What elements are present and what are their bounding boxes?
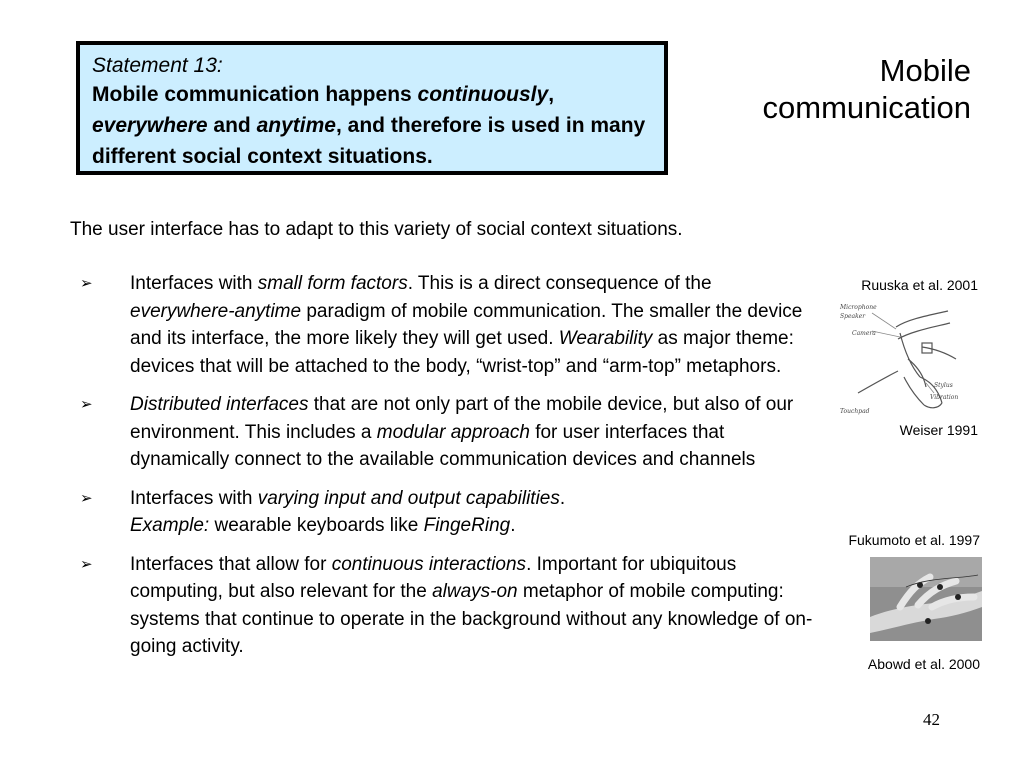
citation-fukumoto: Fukumoto et al. 1997 (848, 532, 980, 548)
sketch-label: Camera (852, 330, 876, 337)
sketch-label: Speaker (840, 313, 866, 320)
arrow-bullet-icon: ➢ (80, 489, 93, 507)
sketch-label: Vibration (930, 394, 959, 401)
arrow-bullet-icon: ➢ (80, 275, 93, 292)
page-number: 42 (923, 710, 940, 729)
citation-weiser: Weiser 1991 (899, 422, 978, 438)
bullet-item-continuous-interactions: ➢ Interfaces that allow for continuous interactions. Important for ubiquitous computing, but also relevant for the always-on metaphor of mobile computing: systems that continue to operate in the background without any knowledge of on-going activity. (80, 551, 820, 661)
sketch-label: Stylus (934, 382, 953, 389)
bullet-list (80, 270, 820, 672)
intro-text: The user interface has to adapt to this variety of social context situations. (70, 219, 683, 240)
wearable-sketch-image (838, 297, 966, 417)
slide-title-line2: communication (762, 90, 971, 125)
citation-ruuska: Ruuska et al. 2001 (861, 277, 978, 293)
statement-text: Mobile communication happens continuously, everywhere and anytime, and therefore is used in many different social context situations. (92, 83, 646, 168)
sketch-label: Touchpad (840, 408, 870, 415)
bullet-item-small-form-factors: ➢ Interfaces with small form factors. This is a direct consequence of the everywhere-anytime paradigm of mobile communication. The smaller the device and its interface, the more likely they will get used. Wearability as major theme: devices that will be attached to the body, “wrist-top” and “arm-top” metaphors. (80, 270, 820, 380)
bullet-item-distributed-interfaces: ➢ Distributed interfaces that are not only part of the mobile device, but also of our environment. This includes a modular approach for user interfaces that dynamically connect to the available communication devices and channels (80, 391, 820, 474)
statement-label: Statement 13: (92, 54, 223, 77)
slide-title (763, 52, 971, 126)
arrow-bullet-icon: ➢ (80, 555, 93, 573)
sketch-label: Microphone (840, 304, 877, 311)
statement-box (76, 41, 668, 175)
citation-abowd: Abowd et al. 2000 (867, 656, 980, 672)
slide-title-line1: Mobile (879, 53, 971, 88)
arrow-bullet-icon: ➢ (80, 396, 93, 413)
fingering-photo-image (870, 557, 982, 641)
bullet-item-varying-io: ➢ Interfaces with varying input and output capabilities. Example: wearable keyboards like FingeRing. (80, 485, 820, 540)
